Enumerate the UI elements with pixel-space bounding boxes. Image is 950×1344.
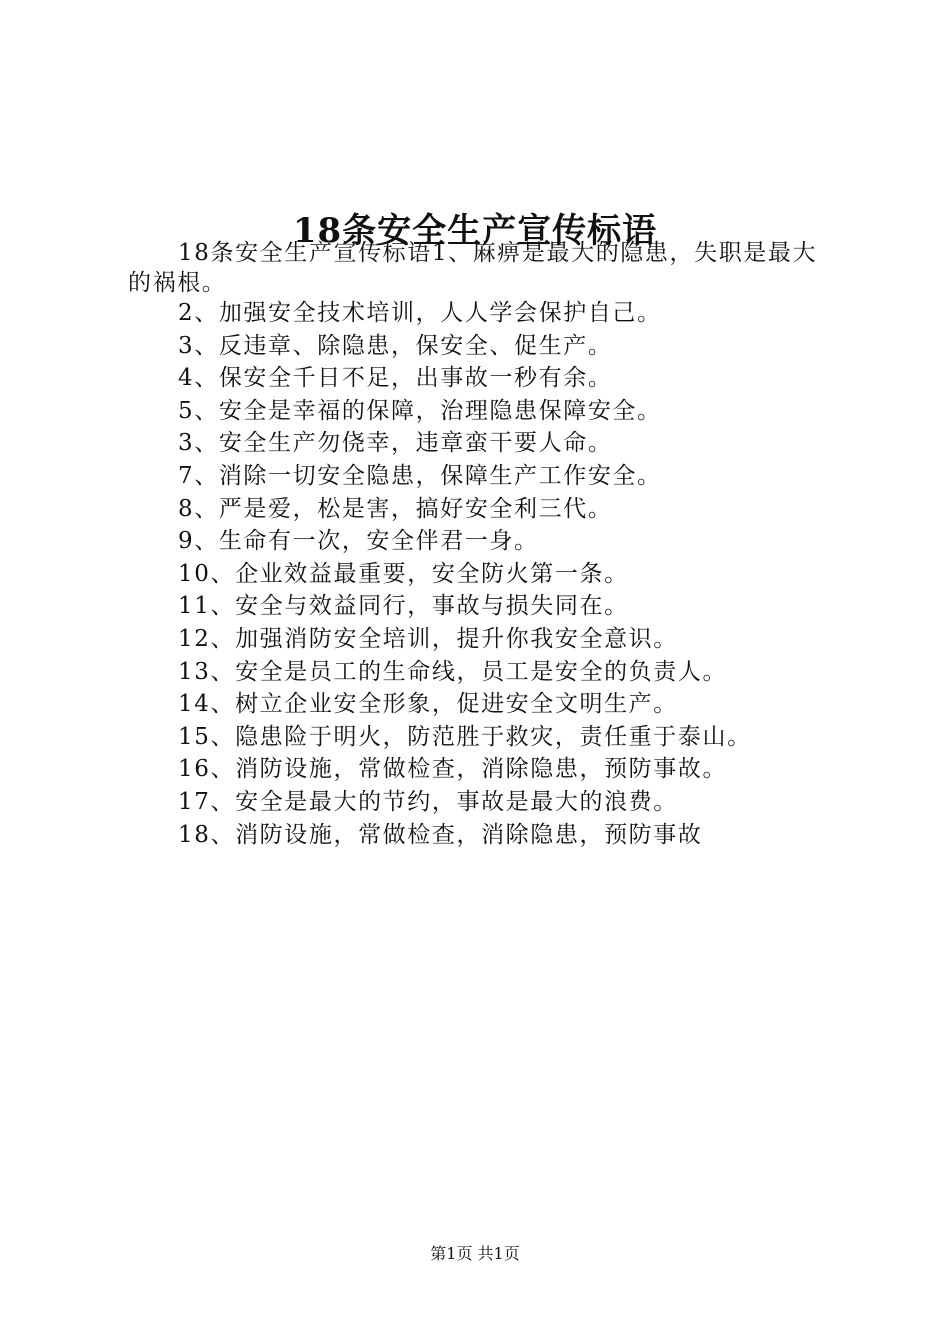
slogan-line: 15、隐患险于明火，防范胜于救灾，责任重于泰山。 <box>178 723 752 750</box>
slogan-line: 10、企业效益最重要，安全防火第一条。 <box>178 560 629 587</box>
slogan-line: 9、生命有一次，安全伴君一身。 <box>178 528 539 555</box>
slogan-line: 4、保安全千日不足，出事故一秒有余。 <box>178 365 613 392</box>
slogan-line: 13、安全是员工的生命线，员工是安全的负责人。 <box>178 658 728 685</box>
slogan-line: 5、安全是幸福的保障，治理隐患保障安全。 <box>178 397 662 424</box>
slogan-line: 3、反违章、除隐患，保安全、促生产。 <box>178 332 613 359</box>
slogan-line: 3、安全生产勿侥幸，违章蛮干要人命。 <box>178 430 613 457</box>
slogan-line: 8、严是爱，松是害，搞好安全利三代。 <box>178 495 613 522</box>
slogan-line: 11、安全与效益同行，事故与损失同在。 <box>178 593 629 620</box>
document-body <box>128 238 840 852</box>
page-title: 18条安全生产宣传标语 <box>292 210 658 251</box>
slogan-line: 18、消防设施，常做检查，消除隐患，预防事故 <box>178 821 703 848</box>
slogan-line: 7、消除一切安全隐患，保障生产工作安全。 <box>178 462 662 489</box>
intro-paragraph: 18条安全生产宣传标语1、麻痹是最大的隐患，失职是最大的祸根。 <box>128 240 818 296</box>
slogan-line: 12、加强消防安全培训，提升你我安全意识。 <box>178 625 678 652</box>
page-number-footer: 第1页 共1页 <box>430 1244 520 1263</box>
slogan-line: 16、消防设施，常做检查，消除隐患，预防事故。 <box>178 756 728 783</box>
slogan-line: 2、加强安全技术培训，人人学会保护自己。 <box>178 300 662 326</box>
slogan-line: 17、安全是最大的节约，事故是最大的浪费。 <box>178 788 678 815</box>
slogan-line: 14、树立企业安全形象，促进安全文明生产。 <box>178 691 678 718</box>
